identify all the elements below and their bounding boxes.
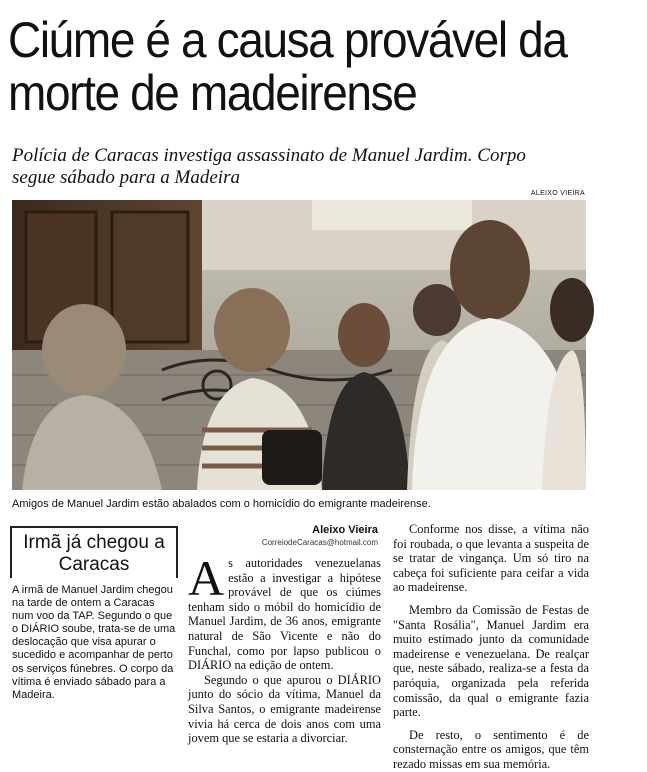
photo-credit: ALEIXO VIEIRA [530,190,585,197]
subheadline: Polícia de Caracas investiga assassinato de Manuel Jardim. Corpo segue sábado para a Madeira [12,145,526,188]
article-paragraph: Segundo o que apurou o DIÁRIO junto do sócio da vítima, Manuel da Silva Santos, o emigrante madeirense vivia há cerca de dois anos com uma jovem que se estaria a divorciar. [188,672,381,746]
article-paragraph: De resto, o sentimento é de consternação entre os amigos, que têm rezado missas em sua memória. [393,727,589,771]
sidebar-title-frame [10,526,178,578]
author-email[interactable]: CorreiodeCaracas@hotmail.com [261,538,378,547]
sidebar-box [10,526,178,702]
article-paragraph: Conforme nos disse, a vítima não foi roubada, o que levanta a suspeita de se tratar de vingança. Um só tiro na cabeça foi suficiente para ceifar a vida ao madeirense. [393,522,589,595]
article-column-2 [393,522,589,772]
news-photo [12,200,586,490]
article-paragraph: As autoridades venezuelanas estão a investigar a hipótese provável de que os ciúmes tenham sido o móbil do homicídio de Manuel Jardim, de 36 anos, emigrante natural de São Vicente e não do Funchal, como por lapso publicou o DIÁRIO na edição de ontem. [188,550,381,673]
drop-cap: A [188,550,225,606]
headline: Ciúme é a causa provável da morte de madeirense [8,12,567,121]
article-column-1 [188,550,381,746]
article-paragraph: Membro da Comissão de Festas de "Santa Rosália", Manuel Jardim era muito estimado junto da comunidade madeirense e venezuelana. De realçar que, neste sábado, realiza-se a festa da paróquia, organizada pela referida comissão, da qual o emigrante fazia parte. [393,602,589,720]
photo-caption: Amigos de Manuel Jardim estão abalados com o homicídio do emigrante madeirense. [12,498,431,510]
article-author: Aleixo Vieira [312,524,378,536]
sidebar-title: Irmã já chegou a Caracas [23,532,165,575]
sidebar-text: A irmã de Manuel Jardim chegou na tarde de ontem a Caracas num voo da TAP. Segundo o que o DIÁRIO soube, trata-se de uma deslocação que visa apurar o sucedido e acompanhar de perto os serviços fúnebres. O corpo da vítima é enviado sábado para a Madeira. [12,584,176,701]
